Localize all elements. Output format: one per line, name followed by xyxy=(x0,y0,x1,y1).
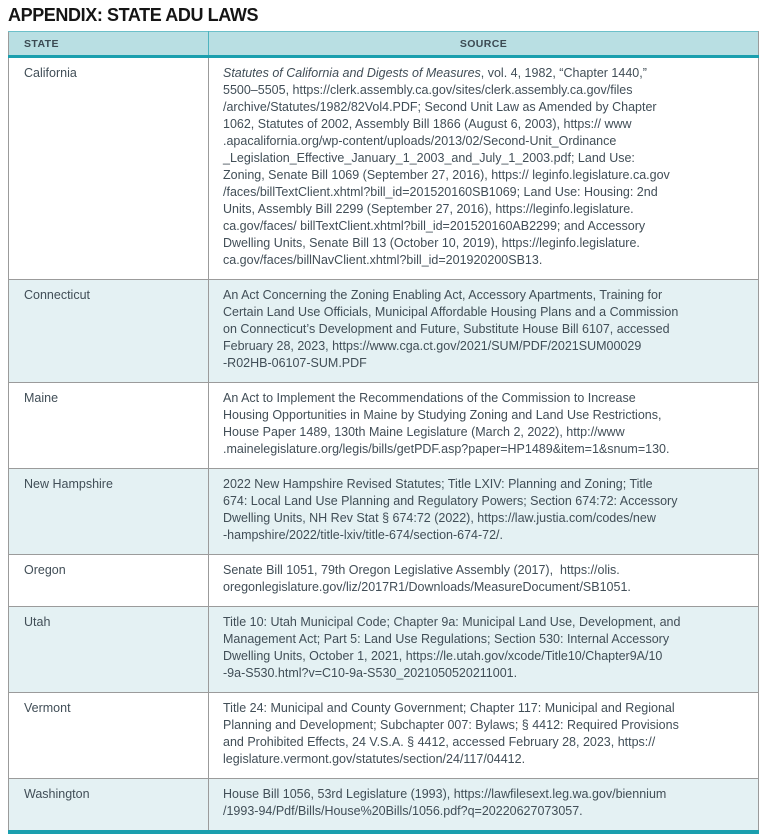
source-cell xyxy=(209,469,759,555)
source-line: ca.gov/faces/ billTextClient.xhtml?bill_id=201520160AB2299; and Accessory xyxy=(223,219,646,233)
source-line: An Act Concerning the Zoning Enabling Act, Accessory Apartments, Training for xyxy=(223,288,663,302)
source-line: .mainelegislature.org/legis/bills/getPDF.asp?paper=HP1489&item=1&snum=130. xyxy=(223,442,670,456)
source-line: Title 10: Utah Municipal Code; Chapter 9a: Municipal Land Use, Development, and xyxy=(223,615,681,629)
source-line: legislature.vermont.gov/statutes/section/24/117/04412. xyxy=(223,752,526,766)
state-cell: New Hampshire xyxy=(9,469,209,555)
source-cell xyxy=(209,607,759,693)
source-line: .apacalifornia.org/wp-content/uploads/2013/02/Second-Unit_Ordinance xyxy=(223,134,617,148)
source-cell xyxy=(209,555,759,607)
source-line: -hampshire/2022/title-lxiv/title-674/section-674-72/. xyxy=(223,528,503,542)
table-row xyxy=(9,57,759,280)
source-line: Certain Land Use Officials, Municipal Affordable Housing Plans and a Commission xyxy=(223,305,679,319)
source-line: Senate Bill 1051, 79th Oregon Legislative Assembly (2017), https://olis. xyxy=(223,563,620,577)
source-line: House Bill 1056, 53rd Legislature (1993), https://lawfilesext.leg.wa.gov/biennium xyxy=(223,787,667,801)
source-line: Units, Assembly Bill 2299 (September 27, 2016), https://leginfo.legislature. xyxy=(223,202,634,216)
source-line: Statutes of California and Digests of Measures, vol. 4, 1982, “Chapter 1440,” xyxy=(223,66,647,80)
source-cell xyxy=(209,779,759,833)
source-line: Dwelling Units, NH Rev Stat § 674:72 (2022), https://law.justia.com/codes/new xyxy=(223,511,656,525)
source-line: House Paper 1489, 130th Maine Legislature (March 2, 2022), http://www xyxy=(223,425,625,439)
source-line: 674: Local Land Use Planning and Regulatory Powers; Section 674:72: Accessory xyxy=(223,494,678,508)
source-line: -R02HB-06107-SUM.PDF xyxy=(223,356,367,370)
column-header-source: SOURCE xyxy=(209,32,759,57)
source-line: oregonlegislature.gov/liz/2017R1/Downloads/MeasureDocument/SB1051. xyxy=(223,580,631,594)
table-row xyxy=(9,693,759,779)
table-row xyxy=(9,607,759,693)
column-header-state: STATE xyxy=(9,32,209,57)
source-cell xyxy=(209,57,759,280)
table-row xyxy=(9,383,759,469)
source-cell xyxy=(209,280,759,383)
source-line: on Connecticut’s Development and Future, Substitute House Bill 6107, accessed xyxy=(223,322,670,336)
table-row xyxy=(9,469,759,555)
source-line: 2022 New Hampshire Revised Statutes; Title LXIV: Planning and Zoning; Title xyxy=(223,477,653,491)
source-line: Management Act; Part 5: Land Use Regulations; Section 530: Internal Accessory xyxy=(223,632,670,646)
source-line: /1993-94/Pdf/Bills/House%20Bills/1056.pdf?q=20220627073057. xyxy=(223,804,583,818)
state-cell: Connecticut xyxy=(9,280,209,383)
source-line: Housing Opportunities in Maine by Studying Zoning and Land Use Restrictions, xyxy=(223,408,662,422)
state-cell: Oregon xyxy=(9,555,209,607)
source-line: /faces/billTextClient.xhtml?bill_id=201520160SB1069; Land Use: Housing: 2nd xyxy=(223,185,658,199)
source-line: -9a-S530.html?v=C10-9a-S530_2021050520211001. xyxy=(223,666,518,680)
source-cell xyxy=(209,383,759,469)
source-line: Planning and Development; Subchapter 007: Bylaws; § 4412: Required Provisions xyxy=(223,718,679,732)
document-page xyxy=(0,5,768,834)
source-line: February 28, 2023, https://www.cga.ct.gov/2021/SUM/PDF/2021SUM00029 xyxy=(223,339,642,353)
source-line: and Prohibited Effects, 24 V.S.A. § 4412, accessed February 28, 2023, https:// xyxy=(223,735,656,749)
source-line: 1062, Statutes of 2002, Assembly Bill 1866 (August 6, 2003), https:// www xyxy=(223,117,632,131)
source-cell xyxy=(209,693,759,779)
state-cell: Washington xyxy=(9,779,209,833)
source-line: Zoning, Senate Bill 1069 (September 27, 2016), https:// leginfo.legislature.ca.gov xyxy=(223,168,670,182)
state-cell: Maine xyxy=(9,383,209,469)
table-body xyxy=(9,57,759,833)
source-line: Dwelling Units, October 1, 2021, https://le.utah.gov/xcode/Title10/Chapter9A/10 xyxy=(223,649,663,663)
table-header-row xyxy=(9,32,759,57)
table-row xyxy=(9,555,759,607)
table-row xyxy=(9,779,759,833)
source-line: /archive/Statutes/1982/82Vol4.PDF; Second Unit Law as Amended by Chapter xyxy=(223,100,657,114)
state-adu-laws-table xyxy=(8,31,759,834)
source-line: Title 24: Municipal and County Government; Chapter 117: Municipal and Regional xyxy=(223,701,675,715)
italic-citation-title: Statutes of California and Digests of Measures xyxy=(223,66,481,80)
table-row xyxy=(9,280,759,383)
source-line: Dwelling Units, Senate Bill 13 (October 10, 2019), https://leginfo.legislature. xyxy=(223,236,640,250)
state-cell: California xyxy=(9,57,209,280)
source-line: _Legislation_Effective_January_1_2003_and_July_1_2003.pdf; Land Use: xyxy=(223,151,635,165)
source-line: ca.gov/faces/billNavClient.xhtml?bill_id=201920200SB13. xyxy=(223,253,543,267)
state-cell: Vermont xyxy=(9,693,209,779)
state-cell: Utah xyxy=(9,607,209,693)
page-title: APPENDIX: STATE ADU LAWS xyxy=(8,5,259,25)
source-line: 5500–5505, https://clerk.assembly.ca.gov/sites/clerk.assembly.ca.gov/files xyxy=(223,83,633,97)
source-line: An Act to Implement the Recommendations of the Commission to Increase xyxy=(223,391,636,405)
